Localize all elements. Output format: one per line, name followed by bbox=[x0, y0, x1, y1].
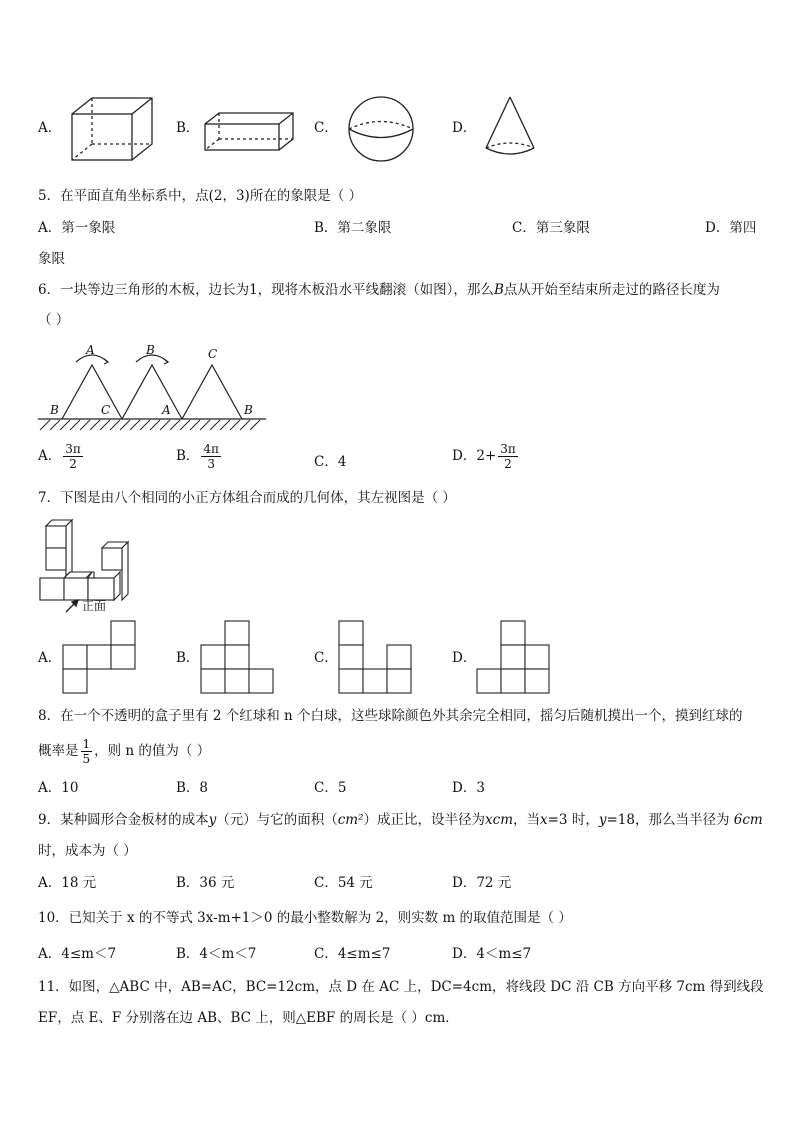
q7-option-d-letter[interactable]: D． bbox=[452, 650, 477, 666]
cube-stack-figure bbox=[38, 518, 136, 614]
q9-stem-part2: （元）与它的面积（ bbox=[216, 812, 338, 828]
q9-stem-wrap: 时，成本为（ ） bbox=[38, 843, 137, 859]
q5-option-b[interactable]: B．第二象限 bbox=[314, 220, 392, 236]
q9-stem bbox=[38, 810, 763, 830]
q9-var-y2: y bbox=[598, 812, 607, 828]
q8-probability-fraction bbox=[81, 737, 93, 766]
q7-option-b-letter[interactable]: B． bbox=[176, 650, 200, 666]
q6-stem-point-b: B bbox=[493, 282, 504, 298]
q6-option-a-denominator: 2 bbox=[69, 457, 77, 471]
q6-option-b[interactable] bbox=[176, 442, 223, 471]
q10-option-b[interactable]: B．4＜m＜7 bbox=[176, 946, 257, 962]
q9-var-xcm: xcm bbox=[485, 812, 513, 828]
q6-stem-text: 6．一块等边三角形的木板，边长为1，现将木板沿水平线翻滚（如图），那么 bbox=[38, 282, 494, 298]
q10-stem: 10．已知关于 x 的不等式 3x-m+1＞0 的最小整数解为 2，则实数 m 的取值范围是（ ） bbox=[38, 910, 572, 926]
q7-option-c-view bbox=[338, 620, 414, 696]
q8-option-c[interactable]: C．5 bbox=[314, 780, 347, 796]
q6-stem bbox=[38, 280, 720, 300]
q9-stem-part1: 9．某种圆形合金板材的成本 bbox=[38, 812, 209, 828]
q5-option-c[interactable]: C．第三象限 bbox=[512, 220, 590, 236]
cone-icon bbox=[482, 94, 538, 160]
q6-option-b-letter: B． bbox=[176, 448, 200, 464]
q4-option-d-letter[interactable]: D． bbox=[452, 120, 477, 136]
q6-option-d[interactable] bbox=[452, 442, 520, 471]
q6-option-b-fraction bbox=[201, 442, 221, 471]
q5-option-a[interactable]: A．第一象限 bbox=[38, 220, 116, 236]
q5-option-d-wrap: 象限 bbox=[38, 251, 65, 267]
q9-var-x: x bbox=[540, 812, 548, 828]
q11-stem: 11．如图，△ABC 中，AB=AC，BC=12cm，点 D 在 AC 上，DC=4cm，将线段 DC 沿 CB 方向平移 7cm 得到线段 bbox=[38, 979, 764, 995]
cuboid-icon bbox=[202, 110, 296, 154]
q4-option-c-letter[interactable]: C． bbox=[314, 120, 338, 136]
q6-option-d-fraction bbox=[498, 442, 518, 471]
q8-stem: 8．在一个不透明的盒子里有 2 个红球和 n 个白球，这些球除颜色外其余完全相同，摇匀后随机摸出一个，摸到红球的 bbox=[38, 708, 743, 724]
q6-option-a-letter: A． bbox=[38, 448, 62, 464]
q6-option-b-denominator: 3 bbox=[207, 457, 215, 471]
q8-stem-line2 bbox=[38, 736, 210, 766]
q5-option-d[interactable]: D．第四 bbox=[705, 220, 757, 236]
q9-unit-area: cm² bbox=[337, 812, 364, 828]
q8-option-a[interactable]: A．10 bbox=[38, 780, 79, 796]
q10-option-c[interactable]: C．4≤m≤7 bbox=[314, 946, 391, 962]
q8-option-b[interactable]: B．8 bbox=[176, 780, 209, 796]
q8-option-d[interactable]: D．3 bbox=[452, 780, 485, 796]
rolling-triangle-figure bbox=[38, 340, 268, 434]
q9-stem-part6: =18，那么当半径为 bbox=[606, 812, 734, 828]
q6-option-b-numerator: 4π bbox=[203, 442, 219, 456]
q4-option-b-letter[interactable]: B． bbox=[176, 120, 200, 136]
q9-option-a[interactable]: A．18 元 bbox=[38, 875, 97, 891]
sphere-icon bbox=[345, 94, 417, 164]
q4-option-a-letter[interactable]: A． bbox=[38, 120, 62, 136]
q8-question-tail: ，则 n 的值为（ ） bbox=[94, 743, 211, 759]
q5-stem: 5．在平面直角坐标系中，点(2，3)所在的象限是（ ） bbox=[38, 188, 363, 204]
q6-label-b-left: B bbox=[50, 403, 59, 417]
q6-option-a-fraction bbox=[63, 442, 83, 471]
q8-fraction-denominator: 5 bbox=[82, 752, 91, 766]
q6-answer-bracket: （ ） bbox=[38, 312, 70, 328]
q6-label-a-bottom: A bbox=[162, 403, 171, 417]
q9-option-b[interactable]: B．36 元 bbox=[176, 875, 235, 891]
q9-stem-part5: =3 时， bbox=[547, 812, 599, 828]
q6-option-d-letter: D．2+ bbox=[452, 448, 497, 464]
q6-option-a-numerator: 3π bbox=[65, 442, 81, 456]
q6-option-a[interactable] bbox=[38, 442, 85, 471]
q7-option-c-letter[interactable]: C． bbox=[314, 650, 338, 666]
q6-stem-rest: 点从开始至结束所走过的路径长度为 bbox=[503, 282, 720, 298]
q7-option-b-view bbox=[200, 620, 276, 696]
q6-label-a-top: A bbox=[86, 343, 95, 357]
q6-option-d-denominator: 2 bbox=[504, 457, 512, 471]
q10-option-d[interactable]: D．4＜m≤7 bbox=[452, 946, 532, 962]
q9-var-y: y bbox=[208, 812, 217, 828]
q7-front-label: 正面 bbox=[82, 599, 107, 613]
q11-stem-wrap: EF，点 E、F 分别落在边 AB、BC 上，则△EBF 的周长是（ ）cm． bbox=[38, 1010, 459, 1026]
q9-option-c[interactable]: C．54 元 bbox=[314, 875, 373, 891]
q6-label-b-right: B bbox=[244, 403, 253, 417]
q9-option-d[interactable]: D．72 元 bbox=[452, 875, 512, 891]
q6-label-c-top: C bbox=[208, 347, 218, 361]
q6-option-c[interactable]: C．4 bbox=[314, 454, 347, 470]
q8-fraction-numerator: 1 bbox=[82, 737, 91, 751]
q6-label-c-mid: C bbox=[101, 403, 111, 417]
q7-option-a-letter[interactable]: A． bbox=[38, 650, 62, 666]
q6-option-d-numerator: 3π bbox=[500, 442, 516, 456]
q9-stem-part3: ）成正比，设半径为 bbox=[363, 812, 486, 828]
q7-option-a-view bbox=[62, 620, 138, 696]
q10-option-a[interactable]: A．4≤m＜7 bbox=[38, 946, 117, 962]
q9-stem-part4: ，当 bbox=[513, 812, 540, 828]
q8-probability-label: 概率是 bbox=[38, 743, 79, 759]
q9-radius-6cm: 6cm bbox=[733, 812, 763, 828]
q7-option-d-view bbox=[476, 620, 552, 696]
q7-stem: 7．下图是由八个相同的小正方体组合而成的几何体，其左视图是（ ） bbox=[38, 490, 456, 506]
q6-label-b-top: B bbox=[146, 343, 155, 357]
cube-icon bbox=[68, 94, 154, 164]
